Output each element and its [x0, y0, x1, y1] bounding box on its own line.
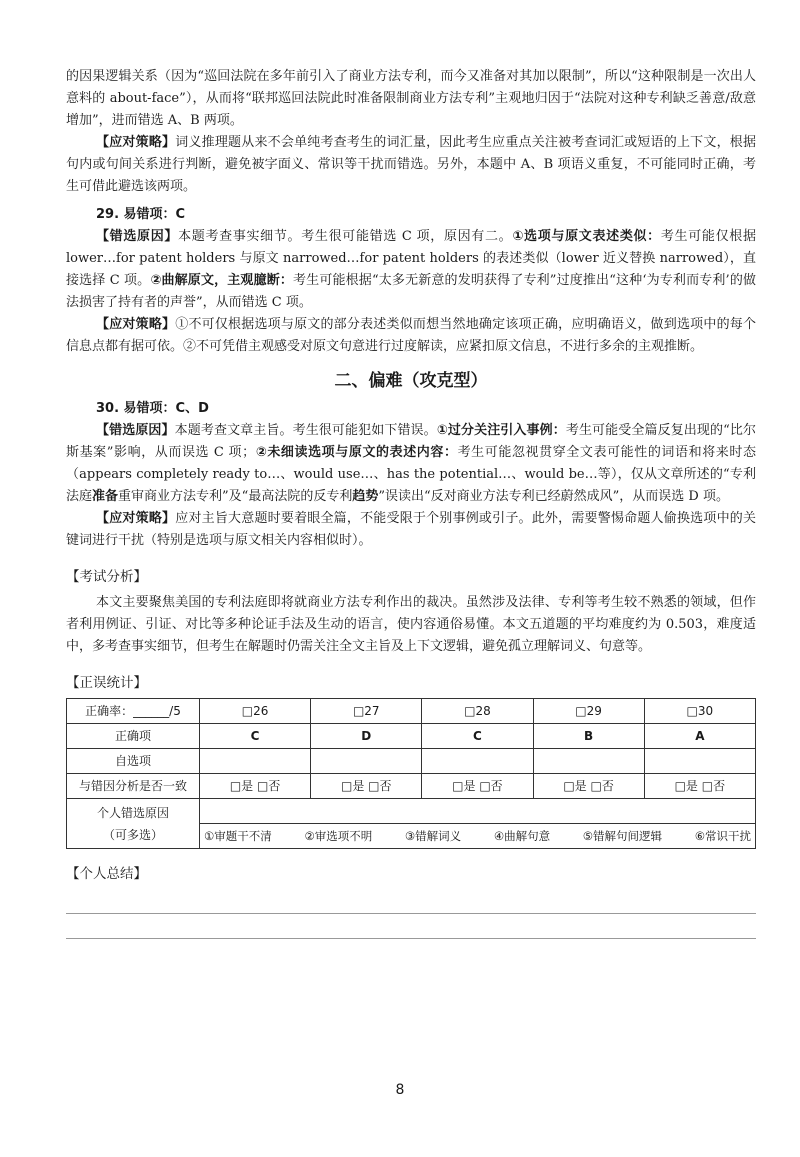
- paragraph-q28-cont: 的因果逻辑关系（因为“巡回法院在多年前引入了商业方法专利，而今又准备对其加以限制”，所以“这种限制是一次出人意料的 about-face”），从而将“联邦巡回法院此时准备限制商业方法专利”主观地归因于“法院对这种专利缺乏善意/敌意增加”，进而错选 A、B 两项。: [66, 69, 756, 128]
- reason-text-2: 考生可能受全篇反复出现的“比尔斯基案”影响，从而误选 C 项；: [66, 423, 756, 460]
- summary-title: 【个人总结】: [66, 866, 147, 882]
- reason-point-1: ①过分关注引入事例：: [436, 423, 566, 438]
- reason-text-3: 考生可能根据“太多无新意的发明获得了专利”过度推出“这种‘为专利而专利’的做法损害了持有者的声誉”，从而错选 C 项。: [66, 273, 756, 310]
- reason-write-cell[interactable]: [200, 799, 756, 824]
- summary-line[interactable]: [66, 914, 756, 939]
- reason-option[interactable]: ①审题干不清: [204, 829, 272, 843]
- reason-row-label: [67, 799, 200, 849]
- reason-label: 【错选原因】: [96, 229, 179, 244]
- self-choice-cell[interactable]: [200, 749, 311, 774]
- q30-heading: 30. 易错项：C、D: [96, 401, 209, 416]
- table-row: [67, 699, 756, 724]
- analysis-title: 【考试分析】: [66, 569, 147, 585]
- yes-no-checkbox[interactable]: □是 □否: [644, 774, 755, 799]
- question-checkbox[interactable]: □28: [422, 699, 533, 724]
- correct-label: 正确项: [67, 724, 200, 749]
- analysis-text: 本文主要聚焦美国的专利法庭即将就商业方法专利作出的裁决。虽然涉及法律、专利等考生较不熟悉的领域，但作者利用例证、引证、对比等多种论证手法及生动的语言，使内容通俗易懂。本文五道题的平均难度约为 0.503，难度适中，多考查事实细节，但考生在解题时仍需关注全文主旨及上下文逻辑，避免孤立理解词义、句意等。: [66, 595, 756, 654]
- emphasis-qushi: 趋势: [352, 489, 379, 504]
- reason-option[interactable]: ②审选项不明: [304, 829, 373, 843]
- reason-options-cell: [200, 824, 756, 849]
- strategy-label: 【应对策略】: [96, 135, 176, 150]
- strategy-label: 【应对策略】: [96, 317, 176, 332]
- question-checkbox[interactable]: □30: [644, 699, 755, 724]
- reason-label: 【错选原因】: [96, 423, 175, 438]
- reason-option[interactable]: ④曲解句意: [493, 829, 551, 843]
- page-number: 8: [395, 1082, 405, 1098]
- reason-text-5: ”误读出“反对商业方法专利已经蔚然成风”，从而误选 D 项。: [378, 489, 729, 504]
- answer-cell: C: [200, 724, 311, 749]
- strategy-text: 应对主旨大意题时要着眼全篇，不能受限于个别事例或引子。此外，需要警惕命题人偷换选项中的关键词进行干扰（特别是选项与原文相关内容相似时）。: [66, 511, 756, 548]
- question-checkbox[interactable]: □27: [311, 699, 422, 724]
- emphasis-zhunbei: 准备: [92, 489, 119, 504]
- reason-text-3: 考生可能忽视贯穿全文表可能性的词语和将来时态（appears completely ready to…、would use…、has the potential…、would be…等），仅从文章所述的“专利法庭: [66, 445, 756, 504]
- stats-title: 【正误统计】: [66, 675, 147, 691]
- answer-cell: C: [422, 724, 533, 749]
- reason-text-2: 考生可能仅根据 lower…for patent holders 与原文 narrowed…for patent holders 的表述类似（lower 近义替换 narrowed），直接选择 C 项。: [66, 229, 756, 288]
- paragraph-q28-strategy: [66, 132, 756, 198]
- q30-strategy: [66, 508, 756, 552]
- reason-text: 本题考查事实细节。考生很可能错选 C 项，原因有二。: [178, 229, 513, 244]
- yes-no-checkbox[interactable]: □是 □否: [200, 774, 311, 799]
- self-choice-cell[interactable]: [533, 749, 644, 774]
- section-title: 二、偏难（攻克型）: [334, 371, 488, 391]
- answer-cell: A: [644, 724, 755, 749]
- answer-cell: D: [311, 724, 422, 749]
- yes-no-checkbox[interactable]: □是 □否: [311, 774, 422, 799]
- q29-strategy: [66, 314, 756, 358]
- strategy-label: 【应对策略】: [96, 511, 176, 526]
- reason-text-4: 重审商业方法专利”及“最高法院的反专利: [118, 489, 353, 504]
- reason-option[interactable]: ⑥常识干扰: [694, 829, 751, 843]
- reason-option[interactable]: ⑤错解句间逻辑: [582, 829, 663, 843]
- reason-point-2: ②曲解原文，主观臆断：: [150, 273, 294, 288]
- table-row: [67, 774, 756, 799]
- reason-point-2: ②未细读选项与原文的表述内容：: [255, 445, 458, 460]
- consistency-label: 与错因分析是否一致: [67, 774, 200, 799]
- table-row: [67, 724, 756, 749]
- q29-heading: 29. 易错项：C: [96, 207, 186, 222]
- summary-line[interactable]: [66, 889, 756, 914]
- self-choice-label: 自选项: [67, 749, 200, 774]
- table-row: [67, 749, 756, 774]
- reason-label-line-2: （可多选）: [102, 827, 163, 842]
- q29-reason: [66, 226, 756, 314]
- yes-no-checkbox[interactable]: □是 □否: [533, 774, 644, 799]
- accuracy-cell[interactable]: 正确率：______/5: [67, 699, 200, 724]
- answer-cell: B: [533, 724, 644, 749]
- yes-no-checkbox[interactable]: □是 □否: [422, 774, 533, 799]
- reason-option[interactable]: ③错解词义: [404, 829, 462, 843]
- self-choice-cell[interactable]: [644, 749, 755, 774]
- table-row: [67, 799, 756, 824]
- strategy-text: ①不可仅根据选项与原文的部分表述类似而想当然地确定该项正确，应明确语义，做到选项中的每个信息点都有据可依。②不可凭借主观感受对原文句意进行过度解读，应紧扣原文信息，不进行多余的主观推断。: [66, 317, 756, 354]
- q30-reason: [66, 420, 756, 508]
- question-checkbox[interactable]: □26: [200, 699, 311, 724]
- question-checkbox[interactable]: □29: [533, 699, 644, 724]
- stats-table: [66, 698, 756, 849]
- strategy-text: 词义推理题从来不会单纯考查考生的词汇量，因此考生应重点关注被考查词汇或短语的上下文，根据句内或句间关系进行判断，避免被字面义、常识等干扰而错选。另外，本题中 A、B 项语义重复，不可能同时正确，考生可借此避选该两项。: [66, 135, 756, 194]
- reason-label-line-1: 个人错选原因: [96, 805, 169, 820]
- reason-text: 本题考查文章主旨。考生很可能犯如下错误。: [174, 423, 437, 438]
- document-page: [66, 66, 756, 939]
- reason-point-1: ①选项与原文表述类似：: [512, 229, 661, 244]
- self-choice-cell[interactable]: [422, 749, 533, 774]
- reason-options: [204, 825, 751, 847]
- self-choice-cell[interactable]: [311, 749, 422, 774]
